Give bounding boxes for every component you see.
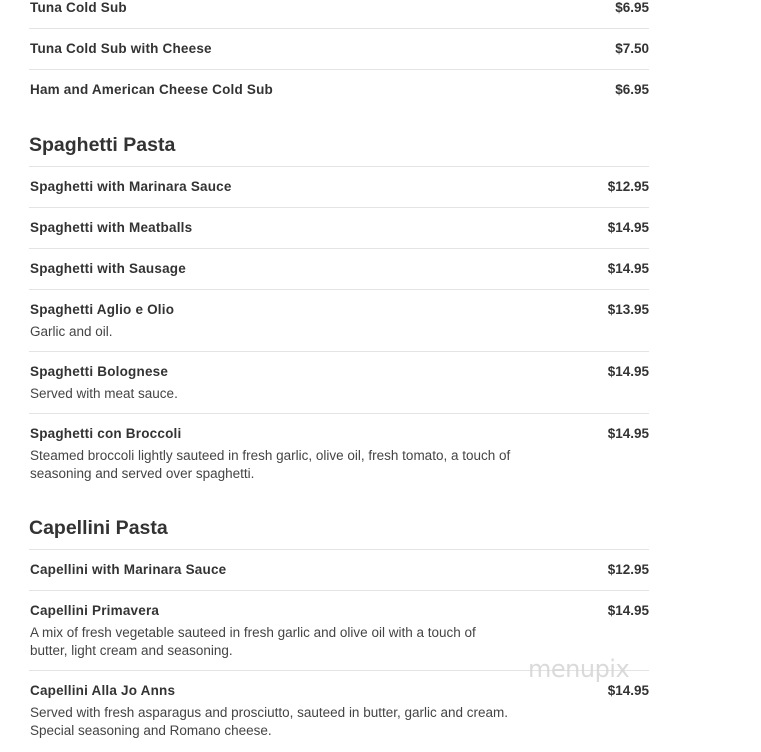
menu-item-name: Capellini Primavera — [30, 603, 160, 618]
menu-item-name: Tuna Cold Sub with Cheese — [30, 41, 212, 56]
menu-item-text — [30, 0, 515, 18]
menu-item-description: Served with fresh asparagus and prosciutto, sauteed in butter, garlic and cream. Special seasoning and Romano cheese. — [30, 705, 509, 738]
menu-item-name: Capellini with Marinara Sauce — [30, 562, 227, 577]
menu-item-price: $12.95 — [607, 179, 649, 194]
menu-item-name: Spaghetti Bolognese — [30, 364, 169, 379]
menu-section-spaghetti — [29, 132, 649, 493]
menu-item-text — [30, 362, 515, 403]
menu-item-text — [30, 560, 515, 580]
menu-item-name: Spaghetti con Broccoli — [30, 426, 182, 441]
menu-item-text — [30, 259, 515, 279]
menu-item-price: $13.95 — [607, 302, 649, 317]
menu-list — [29, 0, 649, 750]
menu-item-name: Tuna Cold Sub — [30, 0, 127, 15]
watermark-logo: menupix — [528, 655, 630, 683]
menu-item-text — [30, 681, 515, 740]
menu-item-name: Capellini Alla Jo Anns — [30, 683, 176, 698]
menu-item-name: Ham and American Cheese Cold Sub — [30, 82, 273, 97]
menu-item-price: $14.95 — [607, 261, 649, 276]
menu-item[interactable] — [29, 167, 649, 208]
menu-item[interactable] — [29, 29, 649, 70]
menu-item-name: Spaghetti Aglio e Olio — [30, 302, 175, 317]
menu-item-text — [30, 80, 515, 100]
menu-item-text — [30, 218, 515, 238]
menu-section-cold-subs — [29, 0, 649, 110]
menu-item-name: Spaghetti with Marinara Sauce — [30, 179, 232, 194]
menu-item-description: Served with meat sauce. — [30, 386, 178, 401]
menu-item-price: $7.50 — [615, 41, 649, 56]
menu-item-name: Spaghetti with Sausage — [30, 261, 186, 276]
menu-item[interactable] — [29, 208, 649, 249]
menu-item-description: Garlic and oil. — [30, 324, 113, 339]
menu-item-text — [30, 300, 515, 341]
menu-item-price: $6.95 — [615, 82, 649, 97]
menu-item[interactable] — [29, 249, 649, 290]
menu-item-price: $14.95 — [607, 426, 649, 441]
menu-item-text — [30, 39, 515, 59]
menu-item[interactable] — [29, 414, 649, 493]
section-title: Capellini Pasta — [29, 515, 649, 550]
menu-item-text — [30, 601, 515, 660]
menu-item-price: $14.95 — [607, 683, 649, 698]
menu-item-price: $12.95 — [607, 562, 649, 577]
menu-item[interactable] — [29, 70, 649, 110]
menu-item-price: $6.95 — [615, 0, 649, 15]
menu-item-price: $14.95 — [607, 220, 649, 235]
menu-item[interactable] — [29, 550, 649, 591]
menu-item-price: $14.95 — [607, 603, 649, 618]
section-title: Spaghetti Pasta — [29, 132, 649, 167]
menu-item-description: Steamed broccoli lightly sauteed in fresh garlic, olive oil, fresh tomato, a touch of seasoning and served over spaghetti. — [30, 448, 511, 481]
menu-item-price: $14.95 — [607, 364, 649, 379]
menu-item-description: A mix of fresh vegetable sauteed in fresh garlic and olive oil with a touch of butter, light cream and seasoning. — [30, 625, 476, 658]
menu-section-capellini — [29, 515, 649, 750]
menu-item[interactable] — [29, 0, 649, 29]
menu-item-name: Spaghetti with Meatballs — [30, 220, 193, 235]
menu-item[interactable] — [29, 352, 649, 414]
menu-item-text — [30, 424, 515, 483]
menu-item[interactable] — [29, 290, 649, 352]
menu-item-text — [30, 177, 515, 197]
